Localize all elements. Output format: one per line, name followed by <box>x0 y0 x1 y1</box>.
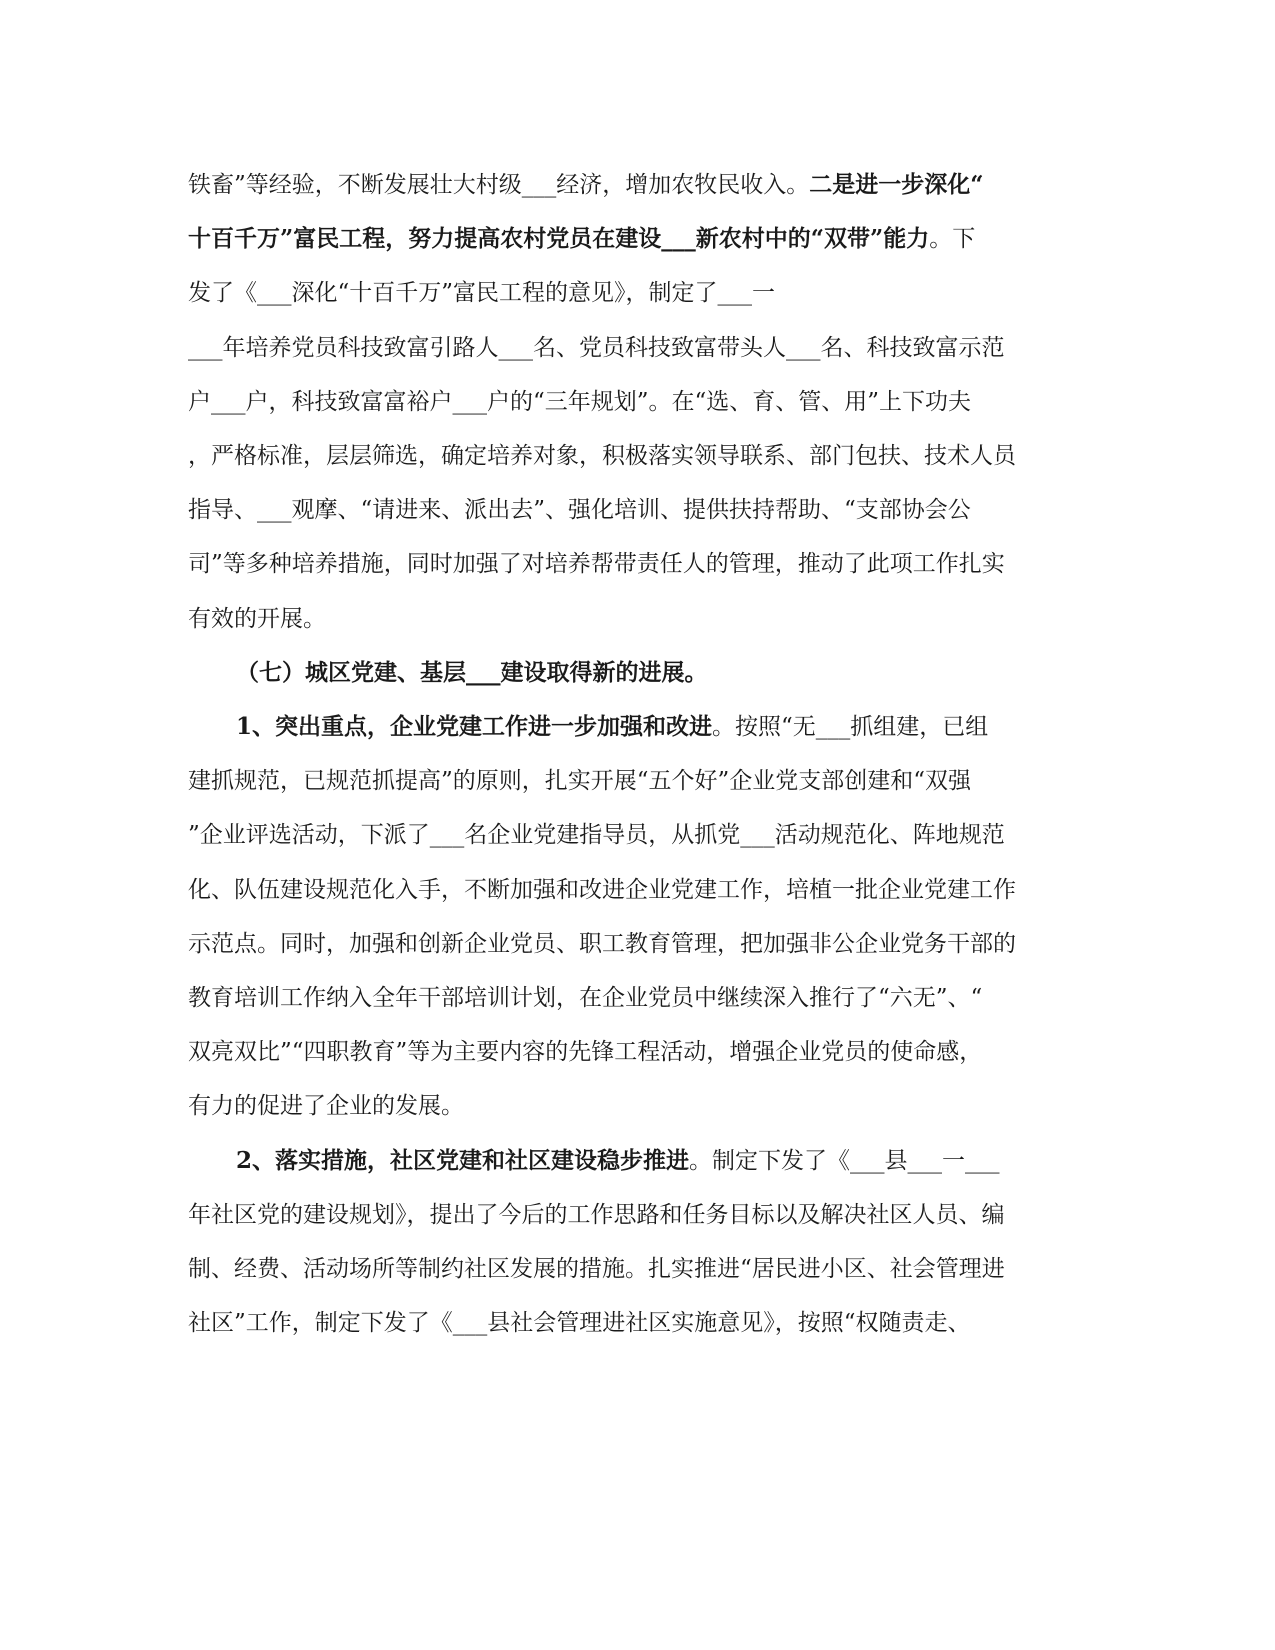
text-segment: 有力的促进了企业的发展。 <box>188 1093 464 1120</box>
text-segment: 双亮双比”“四职教育”等为主要内容的先锋工程活动，增强企业党员的使命感， <box>188 1039 983 1066</box>
text-segment: 建抓规范，已规范抓提高”的原则，扎实开展“五个好”企业党支部创建和“双强 <box>188 768 972 795</box>
text-segment: 指导、___观摩、“请进来、派出去”、强化培训、提供扶持帮助、“支部协会公 <box>188 497 971 524</box>
text-segment: 铁畜”等经验，不断发展壮大村级___经济，增加农牧民收入。 <box>188 172 810 198</box>
text-line <box>188 278 775 308</box>
text-line <box>188 1037 982 1067</box>
text-segment: 发了《___深化“十百千万”富民工程的意见》，制定了___一 <box>188 280 776 307</box>
text-segment: 示范点。同时，加强和创新企业党员、职工教育管理，把加强非公企业党务干部的 <box>188 930 1016 957</box>
text-line <box>236 658 708 688</box>
text-segment: ___年培养党员科技致富引路人___名、党员科技致富带头人___名、科技致富示范 <box>188 334 1005 361</box>
text-line <box>188 549 1005 579</box>
text-segment: 年社区党的建设规划》，提出了今后的工作思路和任务目标以及解决社区人员、编 <box>188 1201 1005 1228</box>
text-segment: ，严格标准，层层筛选，确定培养对象，积极落实领导联系、部门包扶、技术人员 <box>188 443 1016 469</box>
text-segment: 制、经费、活动场所等制约社区发展的措施。扎实推进“居民进小区、社会管理进 <box>188 1256 1005 1282</box>
text-segment: ”企业评选活动，下派了___名企业党建指导员，从抓党___活动规范化、阵地规范 <box>188 822 1005 849</box>
text-segment: 有效的开展。 <box>188 605 326 632</box>
text-line <box>188 983 982 1013</box>
text-segment: 。下 <box>929 226 976 253</box>
text-line <box>188 929 1016 959</box>
text-segment: 社区”工作，制定下发了《___县社会管理进社区实施意见》，按照“权随责走、 <box>188 1310 971 1337</box>
text-line <box>188 1200 1005 1230</box>
text-segment: 化、队伍建设规范化入手，不断加强和改进企业党建工作，培植一批企业党建工作 <box>188 876 1016 903</box>
bold-text-segment: 1、突出重点，企业党建工作进一步加强和改进 <box>236 713 713 740</box>
text-segment: 。按照“无___抓组建，已组 <box>712 714 989 740</box>
text-line <box>188 224 975 254</box>
bold-text-segment: 十百千万”富民工程，努力提高农村党员在建设___新农村中的“双带”能力 <box>188 225 930 253</box>
text-line <box>188 441 1016 471</box>
text-line <box>188 766 971 796</box>
text-line <box>188 333 1005 363</box>
text-line <box>188 1308 971 1338</box>
text-line <box>188 604 326 634</box>
text-segment: 。制定下发了《___县___一___ <box>689 1147 1000 1174</box>
text-segment: 户___户，科技致富富裕户___户的“三年规划”。在“选、育、管、用”上下功夫 <box>188 388 972 415</box>
text-line <box>188 875 1016 905</box>
text-line <box>188 495 971 525</box>
text-line <box>188 387 971 417</box>
text-line <box>188 820 1005 850</box>
bold-text-segment: 2、落实措施，社区党建和社区建设稳步推进 <box>236 1146 690 1174</box>
bold-text-segment: 二是进一步深化“ <box>809 171 984 198</box>
text-segment: 司”等多种培养措施，同时加强了对培养帮带责任人的管理，推动了此项工作扎实 <box>188 551 1005 578</box>
bold-text-segment: （七）城区党建、基层___建设取得新的进展。 <box>236 658 708 686</box>
text-segment: 教育培训工作纳入全年干部培训计划，在企业党员中继续深入推行了“六无”、“ <box>188 985 983 1011</box>
text-line <box>236 1146 1000 1176</box>
text-line <box>236 712 988 742</box>
text-line <box>188 170 984 200</box>
text-line <box>188 1254 1005 1284</box>
text-line <box>188 1091 464 1121</box>
